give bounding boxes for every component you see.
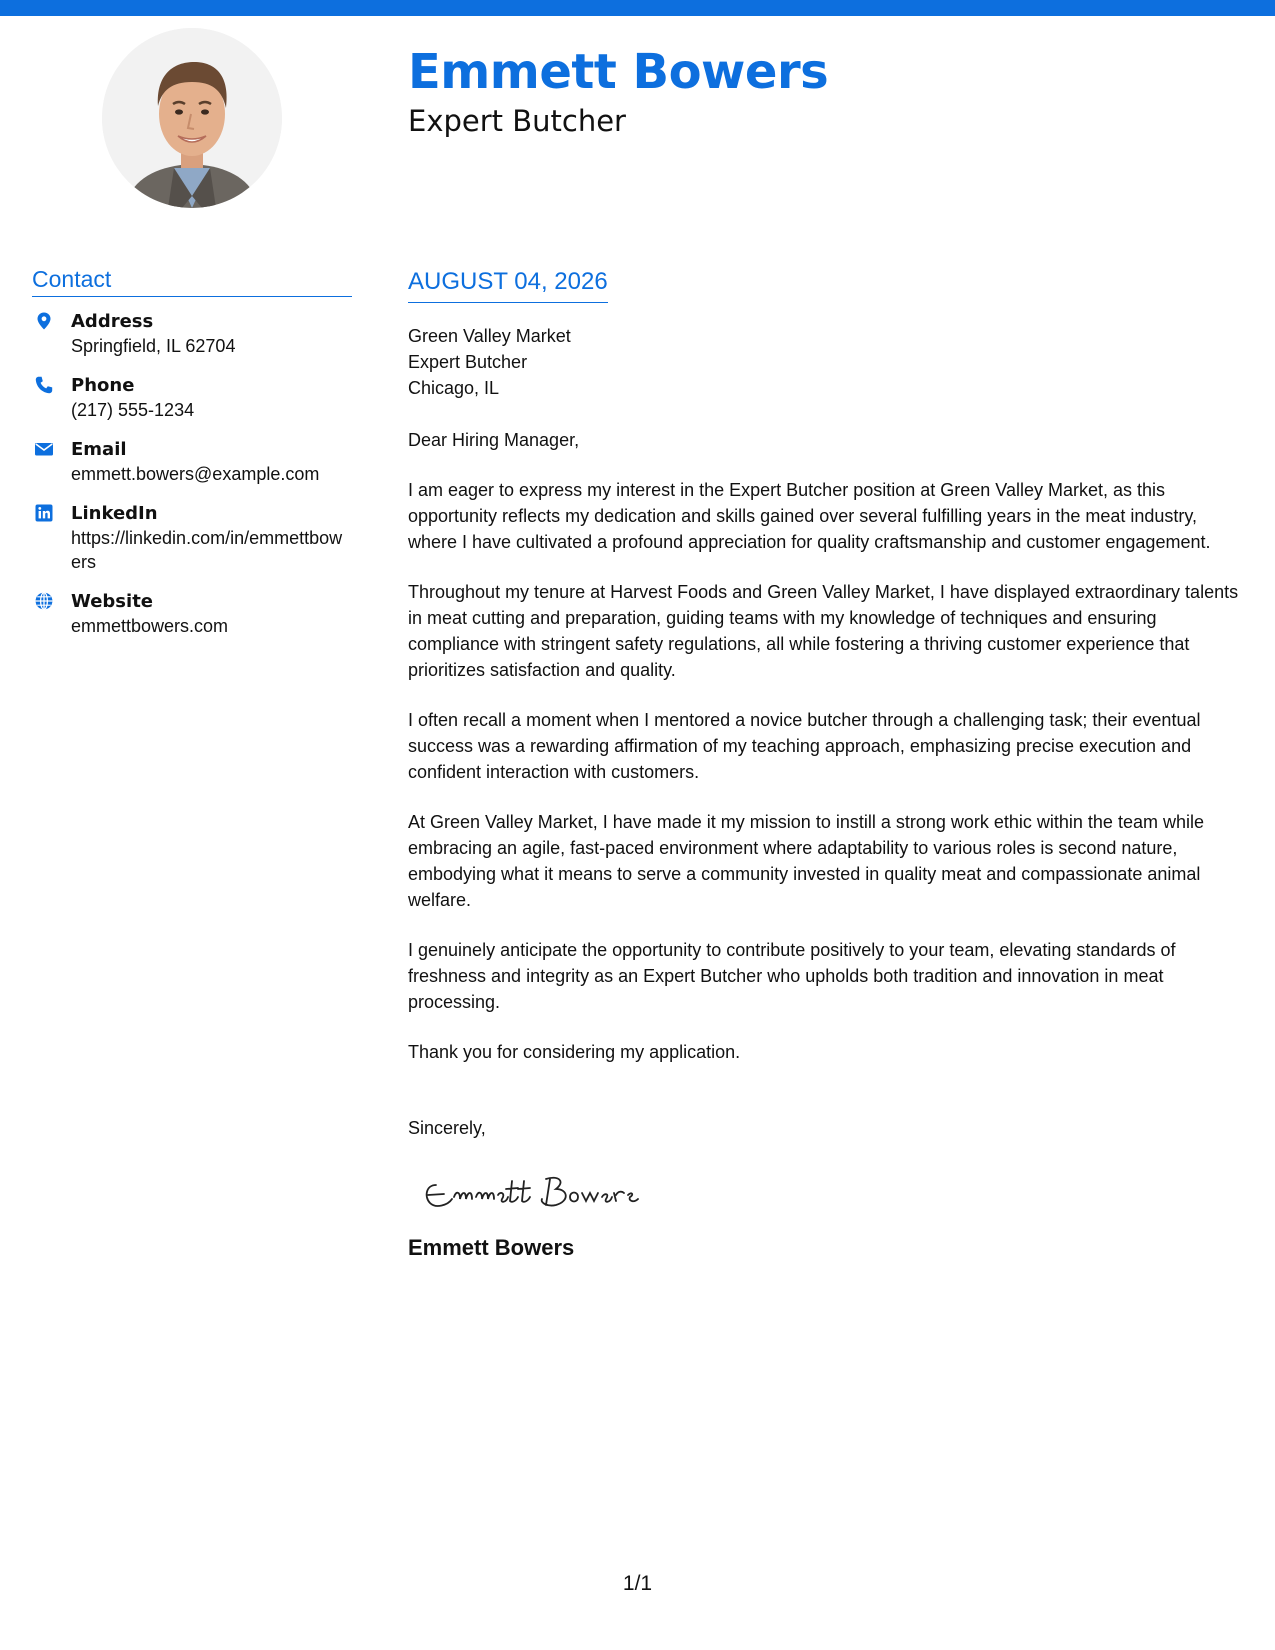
contact-label: Phone bbox=[71, 375, 135, 396]
contact-item-linkedin bbox=[32, 501, 352, 574]
contact-label: Website bbox=[71, 591, 154, 612]
candidate-name: Emmett Bowers bbox=[408, 44, 829, 100]
letter-paragraph: At Green Valley Market, I have made it my mission to instill a strong work ethic within the team while embracing an agile, fast-paced environment where adaptability to various roles is second nature, embodying what it means to serve a community invested in quality meat and compassionate animal welfare. bbox=[408, 812, 1204, 910]
letter-date: AUGUST 04, 2026 bbox=[408, 268, 608, 303]
letter-paragraph: I genuinely anticipate the opportunity to contribute positively to your team, elevating standards of freshness and integrity as an Expert Butcher who upholds both tradition and innovation in meat processing. bbox=[408, 940, 1176, 1012]
letter-paragraph: Thank you for considering my application. bbox=[408, 1042, 741, 1062]
contact-label: Email bbox=[71, 439, 127, 460]
phone-value: (217) 555-1234 bbox=[71, 400, 195, 420]
profile-photo bbox=[102, 28, 282, 208]
recipient-location: Chicago, IL bbox=[408, 378, 500, 398]
contact-label: LinkedIn bbox=[71, 503, 158, 524]
contact-heading: Contact bbox=[32, 266, 352, 297]
email-value[interactable]: emmett.bowers@example.com bbox=[71, 464, 320, 484]
contact-item-website bbox=[32, 589, 352, 638]
recipient-company: Green Valley Market bbox=[408, 326, 571, 346]
linkedin-icon bbox=[34, 503, 54, 523]
contact-item-email bbox=[32, 437, 352, 486]
linkedin-value[interactable]: https://linkedin.com/in/emmettbowers bbox=[71, 528, 343, 572]
contact-sidebar bbox=[32, 266, 352, 653]
contact-item-address bbox=[32, 309, 352, 358]
address-value: Springfield, IL 62704 bbox=[71, 336, 236, 356]
letter-body bbox=[408, 268, 1248, 1261]
letter-paragraph: I often recall a moment when I mentored a novice butcher through a challenging task; their eventual success was a rewarding affirmation of my teaching approach, emphasizing precise execution and confident interaction with customers. bbox=[408, 710, 1201, 782]
closing: Sincerely, bbox=[408, 1118, 486, 1138]
contact-label: Address bbox=[71, 311, 154, 332]
contact-item-phone bbox=[32, 373, 352, 422]
globe-icon bbox=[34, 591, 54, 611]
recipient-position: Expert Butcher bbox=[408, 352, 528, 372]
phone-icon bbox=[34, 375, 54, 395]
letter-paragraph: Throughout my tenure at Harvest Foods and Green Valley Market, I have displayed extraordinary talents in meat cutting and preparation, guiding teams with my knowledge of techniques and ensuring compliance with stringent safety regulations, all while fostering a thriving customer experience that prioritizes satisfaction and quality. bbox=[408, 582, 1239, 680]
salutation: Dear Hiring Manager, bbox=[408, 430, 580, 450]
top-accent-bar bbox=[0, 0, 1275, 16]
candidate-role: Expert Butcher bbox=[408, 104, 626, 138]
signer-name: Emmett Bowers bbox=[408, 1235, 575, 1260]
envelope-icon bbox=[34, 439, 54, 459]
handwritten-signature bbox=[418, 1163, 1248, 1223]
location-pin-icon bbox=[34, 311, 54, 331]
letter-paragraph: I am eager to express my interest in the Expert Butcher position at Green Valley Market, as this opportunity reflects my dedication and skills gained over several fulfilling years in the meat industry, where I have cultivated a profound appreciation for quality craftsmanship and customer engagement. bbox=[408, 480, 1211, 552]
page-number: 1/1 bbox=[622, 1572, 653, 1595]
contact-list bbox=[32, 309, 352, 638]
website-value[interactable]: emmettbowers.com bbox=[71, 616, 229, 636]
recipient-block bbox=[408, 323, 1248, 401]
